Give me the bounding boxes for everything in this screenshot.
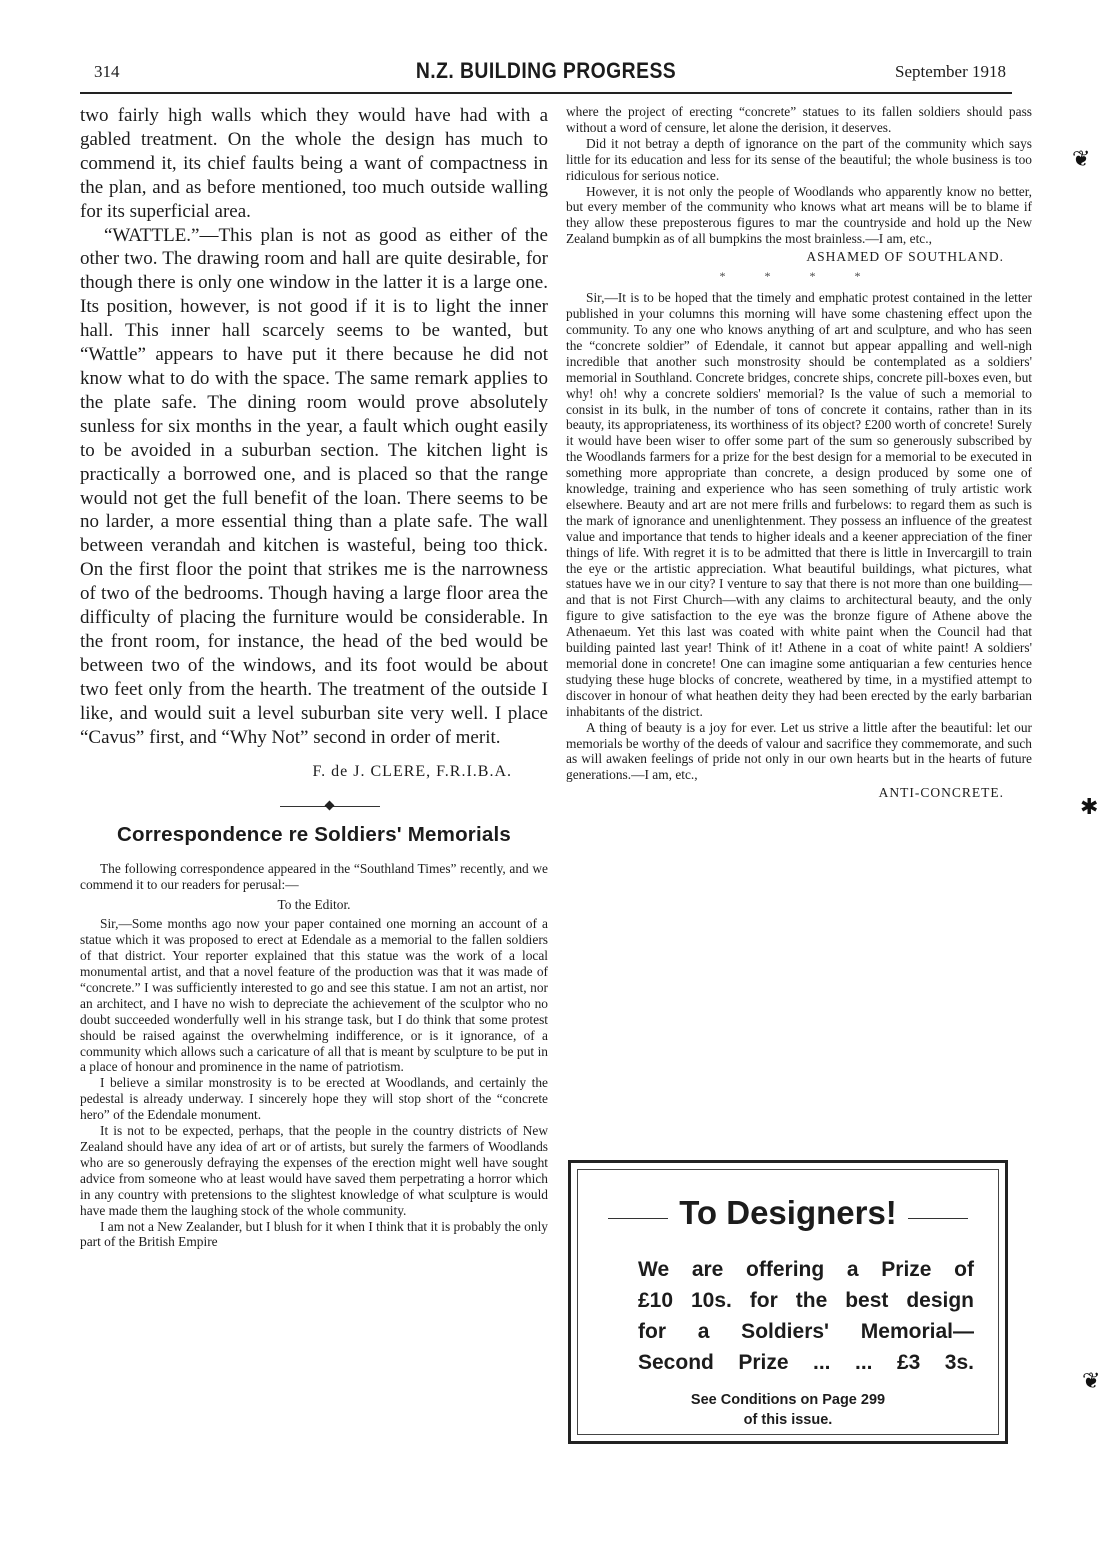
letter-paragraph: Sir,—It is to be hoped that the timely and emphatic protest contained in the letter published in your columns this morning will have some chastening effect upon the community. To any one who knows anything of art and sculpture, and who has seen the “concrete soldier” of Edendale, it cannot but appear appalling and well-nigh incredible that another such monstrosity should be contemplated as a soldiers' memorial in Southland. Concrete bridges, concrete ships, concrete pill-boxes even, but why! oh! why a concrete soldiers' memorial? Is the value of such a memorial to consist in its bulk, in the number of tons of concrete it contains, rather than in its beauty, its appropriateness, its worthiness of its object? £200 worth of concrete! Surely it would have been wiser to offer some part of the sum so generously subscribed by the Woodlands farmers for a prize for the best design for a memorial to be executed in something more appropriate than concrete, a design produced by some one of knowledge, training and experience who has seen something of truly artistic work elsewhere. Beauty and art are not mere frills and furbelows: to regard them as such is the mark of ignorance and unenlightenment. They possess an influence of the greatest value and importance that tends to higher ideals and a keener appreciation of the finer things of life. With regret it is to be admitted that there is little in Invercargill to train the eye or the artistic appreciation. What beautiful buildings, what pictures, what statues have we in our city? I venture to say that there is not more than one building—and that is not First Church—with any claims to architectural beauty, and the only figure to give satisfaction to the eye was the bronze figure of Athene above the Athenaeum. Yet this last was coated with white paint when the Council had that building painted last year! Think of it! Athene in a coat of white paint! A soldiers' memorial done in concrete! One can imagine some antiquarian a few centuries hence studying these huge blocks of concrete, weathered by time, in a mystified attempt to discover in honour of what heathen deity they had been erected by the early barbarian inhabitants of the district.	[566, 290, 1032, 719]
letter-paragraph: Sir,—Some months ago now your paper contained one morning an account of a statue which it was proposed to erect at Edendale as a memorial to the fallen soldiers of that district. Your reporter explained that this statue was the work of a local monumental artist, and that a novel feature of the production was that it was made of “concrete.” I was sufficiently interested to go and see this statue. I am not an artist, nor an architect, and I have no wish to depreciate the achievement of the sculptor who no doubt succeeded wonderfully well in his strange task, but I do think that some protest should be raised against the overwhelming indifference, or is it ignorance, of a community which allows such a caricature of all that is meant by sculpture to be put in a place of honour and prominence in the name of patriotism.	[80, 916, 548, 1075]
letter-paragraph: I believe a similar monstrosity is to be erected at Woodlands, and certainly the pedestal is already underway. I sincerely hope they will stop short of the “concrete hero” of the Edendale monument.	[80, 1075, 548, 1123]
ad-note-line: of this issue.	[743, 1412, 833, 1428]
review-paragraph: “WATTLE.”—This plan is not as good as either of the other two. The drawing room and hall are quite desirable, for though there is only one window in the latter it is a large one. Its position, however, is not good if it is to light the inner hall. This inner hall scarcely seems to be wanted, but “Wattle” appears to have put it there because he did not know what to do with the space. The same remark applies to the plate safe. The dining room would prove absolutely sunless for six months in the year, a fault which ought easily to be avoided in a suburban section. The kitchen light is practically a borrowed one, and is placed so that the range would not get the full benefit of the loan. There seems to be no larder, a more essential thing than a plate safe. The wall between verandah and kitchen is wasteful, being too thick. On the first floor the point that strikes me is the narrowness of two of the bedrooms. Though having a large floor area the difficulty of placing the furniture would be considerable. In the front room, for instance, the head of the bed would be between two of the windows, and its foot would be about two feet only from the hearth. The treatment of the outside I like, and would suit a level suburban site very well. I place “Cavus” first, and “Why Not” second in order of merit.	[80, 224, 548, 748]
section-heading: Correspondence re Soldiers' Memorials	[117, 823, 511, 847]
ad-line: We are offering a Prize of	[638, 1258, 974, 1281]
issue-date: September 1918	[895, 62, 1006, 81]
correspondence-intro: The following correspondence appeared in the “Southland Times” recently, and we commend it to our readers for perusal:—	[80, 861, 548, 893]
salutation: To the Editor.	[277, 897, 351, 913]
letter-signature: ANTI-CONCRETE.	[878, 785, 1004, 801]
page-header	[80, 56, 1012, 94]
ad-note-line: See Conditions on Page 299	[690, 1392, 886, 1408]
letter-paragraph: However, it is not only the people of Woodlands who apparently know no better, but every member of the community who knows what art means will be to blame if they allow these preposterous figures to mar the countryside and hold up the New Zealand bumpkin as of all bumpkins the most brainless.—I am, etc.,	[566, 183, 1032, 247]
letter-paragraph: I am not a New Zealander, but I blush for it when I think that it is probably the only part of the British Empire	[80, 1218, 548, 1250]
review-signature: F. de J. CLERE, F.R.I.B.A.	[312, 763, 512, 781]
star-separator: * * * *	[719, 269, 879, 284]
ad-body	[638, 1254, 974, 1378]
letter-signature: ASHAMED OF SOUTHLAND.	[806, 249, 1004, 265]
ad-title: To Designers!	[679, 1194, 897, 1231]
ad-line: for a Soldiers' Memorial—	[638, 1320, 974, 1343]
diamond-ornament-icon	[325, 801, 335, 811]
ad-inner-border	[577, 1169, 999, 1435]
letter-paragraph: where the project of erecting “concrete” statues to its fallen soldiers should pass without a word of censure, let alone the derision, it deserves.	[566, 104, 1032, 135]
ink-blot-icon: ✱	[1080, 794, 1099, 819]
right-column	[566, 104, 1032, 805]
designers-advertisement	[568, 1160, 1008, 1444]
ad-title-row	[578, 1194, 998, 1238]
ink-blot-icon: ❦	[1072, 146, 1091, 171]
review-paragraph: two fairly high walls which they would have had with a gabled treatment. On the whole the design has much to commend it, its chief faults being a want of compactness in the plan, and as before mentioned, too much outside walling for its superficial area.	[80, 105, 548, 222]
letter-paragraph: It is not to be expected, perhaps, that the people in the country districts of New Zealand should have any idea of art or of artists, but surely the farmers of Woodlands who are so generously defraying the expenses of the erection might well have sought advice from someone who at least would have saved them perpetrating a horror which in any country with pretensions to the slightest knowledge of what sculpture is would have made them the laughing stock of the whole community.	[80, 1123, 548, 1218]
ad-note	[578, 1390, 998, 1430]
ink-blot-icon: ❦	[1082, 1368, 1101, 1393]
section-divider	[80, 799, 548, 813]
left-column	[80, 104, 548, 1250]
ad-line: Second Prize ... ... £3 3s.	[638, 1351, 974, 1374]
letter-paragraph: Did it not betray a depth of ignorance on the part of the community which says little for its education and less for its sense of the beautiful; the whole business is too ridiculous for serious notice.	[566, 135, 1032, 183]
ad-line: £10 10s. for the best design	[638, 1289, 974, 1312]
letter-paragraph: A thing of beauty is a joy for ever. Let us strive a little after the beautiful: let our memorials be worthy of the deeds of valour and sacrifice they commemorate, and such as will awaken feelings of pride not only in our own hearts but in the hearts of future generations.—I am, etc.,	[566, 719, 1032, 783]
magazine-title: N.Z. BUILDING PROGRESS	[415, 58, 677, 83]
page-number: 314	[94, 62, 120, 81]
